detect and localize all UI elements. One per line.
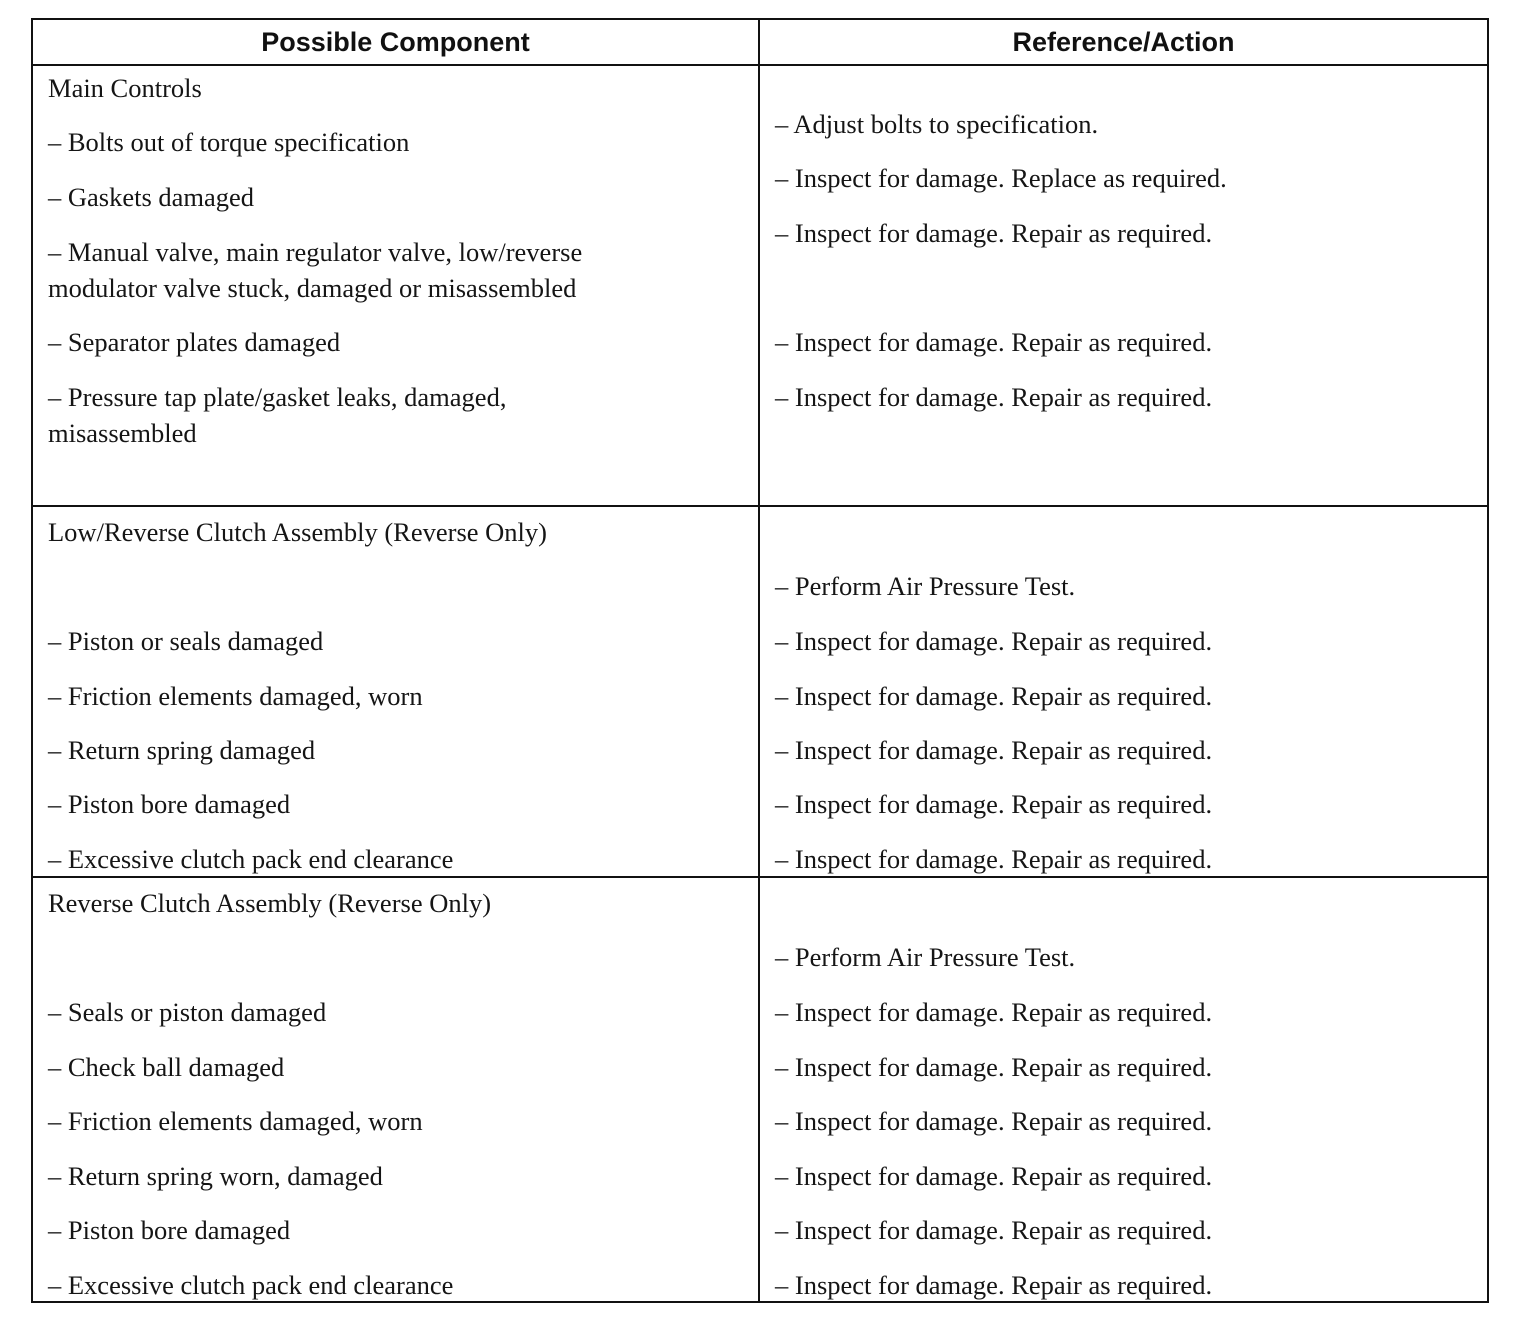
action-item: – Inspect for damage. Repair as required. xyxy=(775,626,1213,656)
section-title: Low/Reverse Clutch Assembly (Reverse Only) xyxy=(48,517,547,547)
component-item: – Piston bore damaged xyxy=(48,1215,291,1245)
component-item: – Return spring worn, damaged xyxy=(48,1161,383,1191)
action-item: – Inspect for damage. Repair as required. xyxy=(775,218,1213,248)
action-item: – Inspect for damage. Repair as required. xyxy=(775,844,1213,874)
component-item: – Gaskets damaged xyxy=(48,182,255,212)
component-item: misassembled xyxy=(48,418,197,448)
header-reference-action: Reference/Action xyxy=(1012,27,1235,57)
component-item: – Seals or piston damaged xyxy=(48,997,327,1027)
component-item: – Return spring damaged xyxy=(48,735,316,765)
action-item: – Inspect for damage. Repair as required. xyxy=(775,681,1213,711)
component-item: – Separator plates damaged xyxy=(48,327,341,357)
column-divider xyxy=(758,20,760,1301)
action-item: – Inspect for damage. Replace as required. xyxy=(775,163,1227,193)
action-item: – Inspect for damage. Repair as required. xyxy=(775,1106,1213,1136)
component-item: modulator valve stuck, damaged or misassembled xyxy=(48,273,577,303)
component-item: – Check ball damaged xyxy=(48,1052,285,1082)
component-item: – Excessive clutch pack end clearance xyxy=(48,1270,454,1300)
action-item: – Inspect for damage. Repair as required. xyxy=(775,382,1213,412)
component-item: – Excessive clutch pack end clearance xyxy=(48,844,454,874)
action-item: – Inspect for damage. Repair as required. xyxy=(775,327,1213,357)
action-item: – Inspect for damage. Repair as required. xyxy=(775,1270,1213,1300)
action-item: – Inspect for damage. Repair as required. xyxy=(775,1161,1213,1191)
section-title: Reverse Clutch Assembly (Reverse Only) xyxy=(48,888,492,918)
component-item: – Piston bore damaged xyxy=(48,789,291,819)
header-possible-component: Possible Component xyxy=(261,27,530,57)
diagnosis-table xyxy=(31,18,1489,1303)
action-item: – Inspect for damage. Repair as required. xyxy=(775,735,1213,765)
component-item: – Bolts out of torque specification xyxy=(48,127,410,157)
component-item: – Pressure tap plate/gasket leaks, damaged, xyxy=(48,382,507,412)
header-divider xyxy=(33,64,1487,66)
component-item: – Friction elements damaged, worn xyxy=(48,1106,423,1136)
component-item: – Manual valve, main regulator valve, low/reverse xyxy=(48,237,583,267)
action-item: – Inspect for damage. Repair as required. xyxy=(775,789,1213,819)
action-item: – Perform Air Pressure Test. xyxy=(775,571,1076,601)
section-divider xyxy=(33,505,1487,507)
action-item: – Adjust bolts to specification. xyxy=(775,109,1099,139)
component-item: – Piston or seals damaged xyxy=(48,626,324,656)
action-item: – Perform Air Pressure Test. xyxy=(775,942,1076,972)
action-item: – Inspect for damage. Repair as required. xyxy=(775,1215,1213,1245)
action-item: – Inspect for damage. Repair as required. xyxy=(775,1052,1213,1082)
section-title: Main Controls xyxy=(48,73,202,103)
component-item: – Friction elements damaged, worn xyxy=(48,681,423,711)
action-item: – Inspect for damage. Repair as required. xyxy=(775,997,1213,1027)
